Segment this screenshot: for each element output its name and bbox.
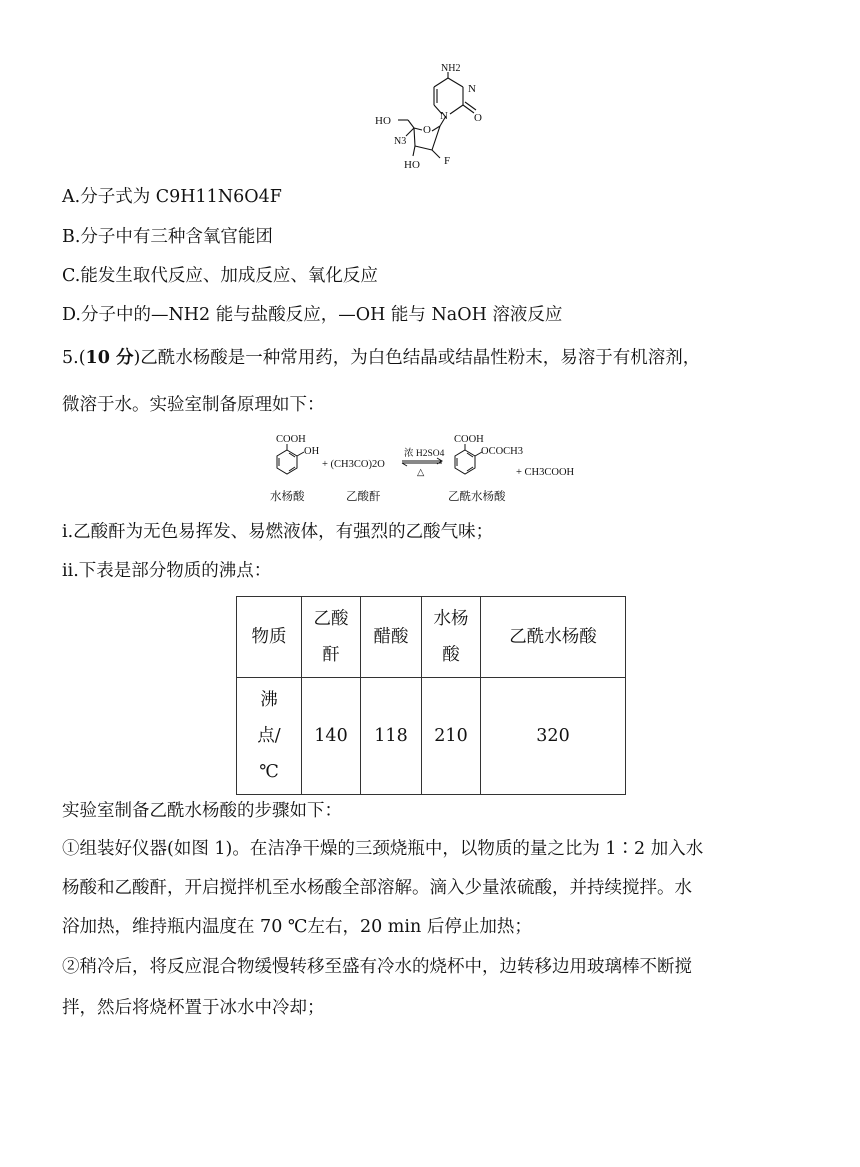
cooh-1-label: COOH xyxy=(276,434,306,445)
header-cell-aspirin: 乙酰水杨酸 xyxy=(481,597,626,678)
option-b: B.分子中有三种含氧官能团 xyxy=(62,227,273,247)
label-acetic-anhydride: 乙酸酐 xyxy=(346,491,381,503)
steps-intro: 实验室制备乙酰水杨酸的步骤如下： xyxy=(62,801,342,821)
o-carbonyl-label: O xyxy=(474,112,482,124)
option-d: D.分子中的—NH2 能与盐酸反应，—OH 能与 NaOH 溶液反应 xyxy=(62,305,563,325)
header-cell-substance: 物质 xyxy=(237,597,302,678)
n-glycosidic-label: N xyxy=(440,110,448,122)
step-1-line-2: 杨酸和乙酸酐，开启搅拌机至水杨酸全部溶解。滴入少量浓硫酸，并持续搅拌。水 xyxy=(62,878,692,898)
option-a xyxy=(62,186,282,208)
n-ring-label: N xyxy=(468,83,476,95)
question-number: 5.( xyxy=(62,348,86,368)
step-2-line-2: 拌，然后将烧杯置于冰水中冷却； xyxy=(62,998,325,1018)
step-1-line-3: 浴加热，维持瓶内温度在 70 ℃左右，20 min 后停止加热； xyxy=(62,917,532,937)
note-ii: ⅱ.下表是部分物质的沸点： xyxy=(62,561,272,581)
question-5-line1 xyxy=(62,347,700,369)
table-header-row xyxy=(237,597,626,678)
header-cell-salicylic-acid: 水杨酸 xyxy=(422,597,481,678)
note-i: ⅰ.乙酸酐为无色易挥发、易燃液体，有强烈的乙酸气味； xyxy=(62,522,494,542)
cooh-2-label: COOH xyxy=(454,434,484,445)
heat-symbol: △ xyxy=(417,468,425,478)
acetic-acid-product: + CH3COOH xyxy=(516,467,575,478)
f-label: F xyxy=(444,155,451,167)
step-2-line-1: ②稍冷后，将反应混合物缓慢转移至盛有冷水的烧杯中，边转移边用玻璃棒不断搅 xyxy=(62,957,692,977)
nh2-label: NH2 xyxy=(441,63,461,74)
step-1-line-1: ①组装好仪器(如图 1)。在洁净干燥的三颈烧瓶中，以物质的量之比为 1∶2 加入水 xyxy=(62,839,704,859)
reaction-scheme xyxy=(262,430,592,508)
value-salicylic-acid: 210 xyxy=(422,678,481,795)
question-5-line2: 微溶于水。实验室制备原理如下： xyxy=(62,395,325,415)
anhydride-reagent: + (CH3CO)2O xyxy=(322,459,385,470)
boiling-point-table xyxy=(236,596,626,795)
label-aspirin: 乙酰水杨酸 xyxy=(448,491,506,503)
value-aspirin: 320 xyxy=(481,678,626,795)
o-ring-label: O xyxy=(423,124,431,136)
value-acetic-acid: 118 xyxy=(361,678,422,795)
catalyst-label: 浓 H2SO4 xyxy=(404,449,445,459)
ho-top-label: HO xyxy=(375,115,391,127)
ho-bottom-label: HO xyxy=(404,159,420,171)
n3-label: N3 xyxy=(394,136,407,147)
oh-label: OH xyxy=(304,446,320,457)
row-label-boiling-point: 沸点/℃ xyxy=(237,678,302,795)
table-row xyxy=(237,678,626,795)
option-a-prefix: A.分子式为 xyxy=(62,187,156,207)
question-points: 10 分 xyxy=(85,348,134,368)
header-cell-acetic-acid: 醋酸 xyxy=(361,597,422,678)
nucleoside-structure xyxy=(370,58,500,178)
label-salicylic-acid: 水杨酸 xyxy=(270,491,305,503)
ococh3-label: OCOCH3 xyxy=(481,446,524,457)
option-c: C.能发生取代反应、加成反应、氧化反应 xyxy=(62,266,378,286)
header-cell-acetic-anhydride: 乙酸酐 xyxy=(302,597,361,678)
option-a-formula: C9H11N6O4F xyxy=(155,187,282,207)
question-text-1: )乙酰水杨酸是一种常用药，为白色结晶或结晶性粉末，易溶于有机溶剂， xyxy=(133,348,701,368)
value-acetic-anhydride: 140 xyxy=(302,678,361,795)
